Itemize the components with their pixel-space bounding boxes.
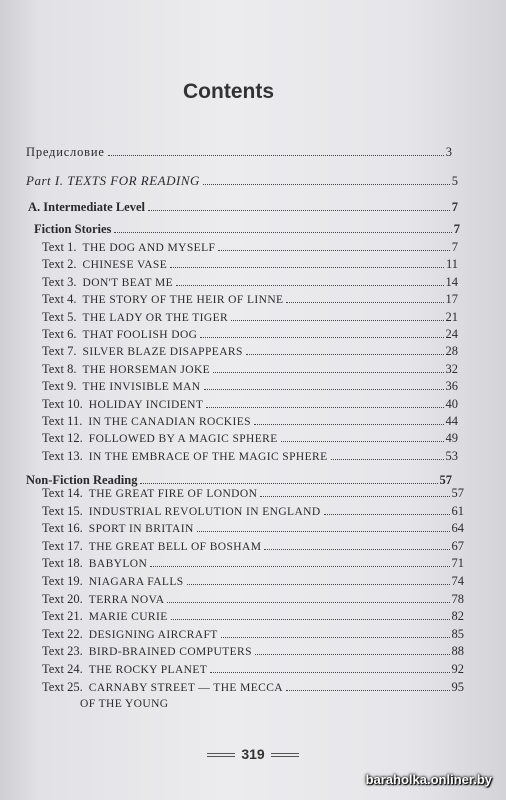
dot-leader xyxy=(114,232,451,233)
dot-leader xyxy=(200,337,443,338)
text-title: HOLIDAY INCIDENT xyxy=(88,398,204,411)
text-title: BABYLON xyxy=(88,558,148,571)
text-title: IN THE CANADIAN ROCKIES xyxy=(88,416,251,428)
dot-leader xyxy=(218,250,449,251)
entry-page: 53 xyxy=(445,448,458,463)
text-number: Text 17. xyxy=(42,538,83,553)
entry-title xyxy=(42,592,164,607)
entry-title: Part I. TEXTS FOR READING xyxy=(26,173,200,188)
text-number: Text 23. xyxy=(42,644,83,659)
entry-page: 28 xyxy=(445,344,458,359)
dot-leader xyxy=(150,566,449,567)
toc-entry-part1[interactable] xyxy=(26,174,458,188)
text-title: THE GREAT FIRE OF LONDON xyxy=(88,488,258,500)
entry-title-continued: OF THE YOUNG xyxy=(80,697,169,710)
text-title: TERRA NOVA xyxy=(88,593,165,606)
entry-title xyxy=(42,504,321,519)
entry-page: 88 xyxy=(451,644,464,659)
toc-entry-fiction[interactable] xyxy=(34,222,460,236)
entry-page: 21 xyxy=(445,309,458,324)
text-title: INDUSTRIAL REVOLUTION IN ENGLAND xyxy=(88,505,321,518)
toc-entry[interactable] xyxy=(42,414,458,429)
entry-title xyxy=(42,662,207,677)
entry-title: Fiction Stories xyxy=(34,222,112,236)
toc-entry[interactable] xyxy=(42,362,458,377)
text-number: Text 7. xyxy=(42,344,77,359)
text-number: Text 21. xyxy=(42,609,83,624)
text-number: Text 3. xyxy=(42,274,77,289)
toc-entry[interactable] xyxy=(42,275,458,290)
entry-page: 32 xyxy=(445,361,458,376)
toc-entry[interactable] xyxy=(42,431,458,446)
footer-rule-left xyxy=(207,753,235,757)
dot-leader xyxy=(148,210,450,211)
toc-entry[interactable] xyxy=(42,644,464,659)
text-number: Text 6. xyxy=(42,327,77,341)
toc-entry[interactable] xyxy=(42,574,464,589)
text-number: Text 18. xyxy=(42,556,83,571)
entry-page: 36 xyxy=(445,379,458,394)
dot-leader xyxy=(171,619,450,620)
text-number: Text 16. xyxy=(42,521,83,536)
dot-leader xyxy=(254,424,444,425)
dot-leader xyxy=(286,690,449,691)
text-title: THE GREAT BELL OF BOSHAM xyxy=(88,540,262,553)
entry-page: 44 xyxy=(445,414,458,428)
entry-page: 7 xyxy=(451,200,458,214)
entry-page: 3 xyxy=(445,145,452,159)
page-title: Contents xyxy=(183,80,274,103)
entry-page: 74 xyxy=(451,574,464,588)
text-number: Text 24. xyxy=(42,662,83,676)
dot-leader xyxy=(324,514,450,515)
dot-leader xyxy=(264,549,449,550)
dot-leader xyxy=(213,372,443,373)
dot-leader xyxy=(197,531,450,532)
toc-entry[interactable] xyxy=(42,240,458,255)
dot-leader xyxy=(176,285,443,286)
toc-entry-level-a[interactable] xyxy=(28,200,458,214)
entry-title xyxy=(42,680,283,695)
dot-leader xyxy=(187,584,450,585)
entry-title xyxy=(42,486,257,501)
toc-entry[interactable] xyxy=(42,344,458,359)
entry-title xyxy=(42,574,184,589)
text-title: THE DOG AND MYSELF xyxy=(82,242,216,254)
text-title: THE INVISIBLE MAN xyxy=(82,381,201,394)
text-number: Text 1. xyxy=(42,240,77,254)
dot-leader xyxy=(170,267,444,268)
entry-page: 40 xyxy=(445,396,458,411)
text-title: SILVER BLAZE DISAPPEARS xyxy=(82,346,243,359)
entry-title xyxy=(42,397,203,412)
entry-page: 57 xyxy=(439,473,452,487)
entry-title: Non-Fiction Reading xyxy=(26,473,138,487)
text-title: NIAGARA FALLS xyxy=(88,576,184,588)
toc-entry[interactable] xyxy=(42,521,464,536)
entry-page: 64 xyxy=(451,521,464,536)
toc-entry[interactable] xyxy=(42,292,458,307)
entry-page: 7 xyxy=(453,222,460,236)
entry-page: 78 xyxy=(451,591,464,606)
text-number: Text 22. xyxy=(42,626,83,641)
text-title: THE ROCKY PLANET xyxy=(88,664,208,676)
entry-title xyxy=(42,240,215,255)
entry-title xyxy=(42,539,261,554)
text-number: Text 25. xyxy=(42,679,83,694)
dot-leader xyxy=(221,637,450,638)
entry-page: 85 xyxy=(451,626,464,641)
dot-leader xyxy=(331,459,444,460)
entry-title xyxy=(42,275,173,290)
text-number: Text 2. xyxy=(42,257,77,272)
entry-title: A. Intermediate Level xyxy=(28,200,145,214)
entry-title xyxy=(42,292,283,307)
entry-title xyxy=(42,609,168,624)
dot-leader xyxy=(140,483,437,484)
text-number: Text 4. xyxy=(42,292,77,307)
toc-entry[interactable] xyxy=(42,556,464,571)
toc-entry[interactable] xyxy=(42,592,464,607)
text-title: SPORT IN BRITAIN xyxy=(88,523,194,536)
text-number: Text 14. xyxy=(42,486,83,500)
text-number: Text 9. xyxy=(42,379,77,394)
toc-entry[interactable] xyxy=(42,680,464,695)
text-title: IN THE EMBRACE OF THE MAGIC SPHERE xyxy=(88,450,328,463)
entry-page: 61 xyxy=(451,503,464,518)
text-title: DESIGNING AIRCRAFT xyxy=(88,628,218,641)
text-number: Text 10. xyxy=(42,396,83,411)
toc-entry[interactable] xyxy=(42,379,458,394)
toc-entry[interactable] xyxy=(42,609,464,624)
toc-entry[interactable] xyxy=(42,397,458,412)
entry-title xyxy=(42,627,218,642)
entry-page: 14 xyxy=(445,274,458,289)
entry-title xyxy=(42,644,252,659)
entry-title xyxy=(42,431,278,446)
text-number: Text 8. xyxy=(42,361,77,376)
entry-title: Предисловие xyxy=(26,145,105,159)
footer-rule-right xyxy=(271,753,299,757)
entry-title xyxy=(42,327,197,342)
entry-title xyxy=(42,310,228,325)
entry-page: 11 xyxy=(445,257,458,272)
text-number: Text 19. xyxy=(42,574,83,588)
dot-leader xyxy=(210,672,449,673)
watermark: baraholka.onliner.by xyxy=(365,772,492,787)
entry-title xyxy=(42,379,201,394)
text-title: MARIE CURIE xyxy=(88,611,168,624)
text-title: THE HORSEMAN JOKE xyxy=(82,363,211,376)
toc-entry[interactable] xyxy=(42,310,458,325)
text-number: Text 11. xyxy=(42,414,83,428)
toc-entry-nonfiction[interactable] xyxy=(26,473,452,487)
entry-title xyxy=(42,449,328,464)
entry-page: 49 xyxy=(445,431,458,446)
toc-entry[interactable] xyxy=(42,486,464,501)
dot-leader xyxy=(260,496,449,497)
dot-leader xyxy=(108,155,444,156)
text-title: CHINESE VASE xyxy=(82,259,168,272)
entry-page: 82 xyxy=(451,609,464,624)
text-title: DON'T BEAT ME xyxy=(82,276,174,289)
entry-page: 95 xyxy=(451,679,464,694)
text-title: FOLLOWED BY A MAGIC SPHERE xyxy=(88,433,278,446)
toc-entry[interactable] xyxy=(42,257,458,272)
text-title: THE LADY OR THE TIGER xyxy=(82,311,229,324)
toc-entry[interactable] xyxy=(42,539,464,554)
entry-page: 71 xyxy=(451,556,464,571)
page-footer xyxy=(0,746,506,762)
dot-leader xyxy=(255,654,450,655)
entry-page: 67 xyxy=(451,538,464,553)
dot-leader xyxy=(281,441,444,442)
entry-title xyxy=(42,521,194,536)
dot-leader xyxy=(231,320,443,321)
dot-leader xyxy=(203,184,450,185)
entry-page: 24 xyxy=(445,327,458,341)
toc-entry[interactable] xyxy=(42,662,464,677)
entry-title xyxy=(42,414,251,429)
dot-leader xyxy=(167,602,449,603)
text-title: THAT FOOLISH DOG xyxy=(82,329,198,341)
text-number: Text 13. xyxy=(42,448,83,463)
dot-leader xyxy=(206,407,443,408)
entry-page: 57 xyxy=(451,486,464,500)
text-title: THE STORY OF THE HEIR OF LINNE xyxy=(82,294,284,307)
entry-title xyxy=(42,344,243,359)
entry-page: 5 xyxy=(451,174,458,188)
text-title: BIRD-BRAINED COMPUTERS xyxy=(88,646,252,659)
text-number: Text 12. xyxy=(42,431,83,446)
toc-entry[interactable] xyxy=(42,627,464,642)
toc-entry[interactable] xyxy=(42,504,464,519)
dot-leader xyxy=(286,302,443,303)
entry-page: 92 xyxy=(451,662,464,676)
entry-title xyxy=(42,257,167,272)
toc-entry[interactable] xyxy=(42,449,458,464)
text-title: CARNABY STREET — THE MECCA xyxy=(88,681,284,694)
entry-page: 17 xyxy=(445,292,458,307)
text-number: Text 15. xyxy=(42,503,83,518)
text-number: Text 20. xyxy=(42,591,83,606)
entry-page: 7 xyxy=(451,240,458,254)
entry-title xyxy=(42,362,210,377)
text-number: Text 5. xyxy=(42,309,77,324)
dot-leader xyxy=(204,389,444,390)
page-number: 319 xyxy=(241,746,265,762)
toc-entry-preface[interactable] xyxy=(26,145,452,159)
entry-title xyxy=(42,556,147,571)
dot-leader xyxy=(246,354,444,355)
toc-entry[interactable] xyxy=(42,327,458,342)
